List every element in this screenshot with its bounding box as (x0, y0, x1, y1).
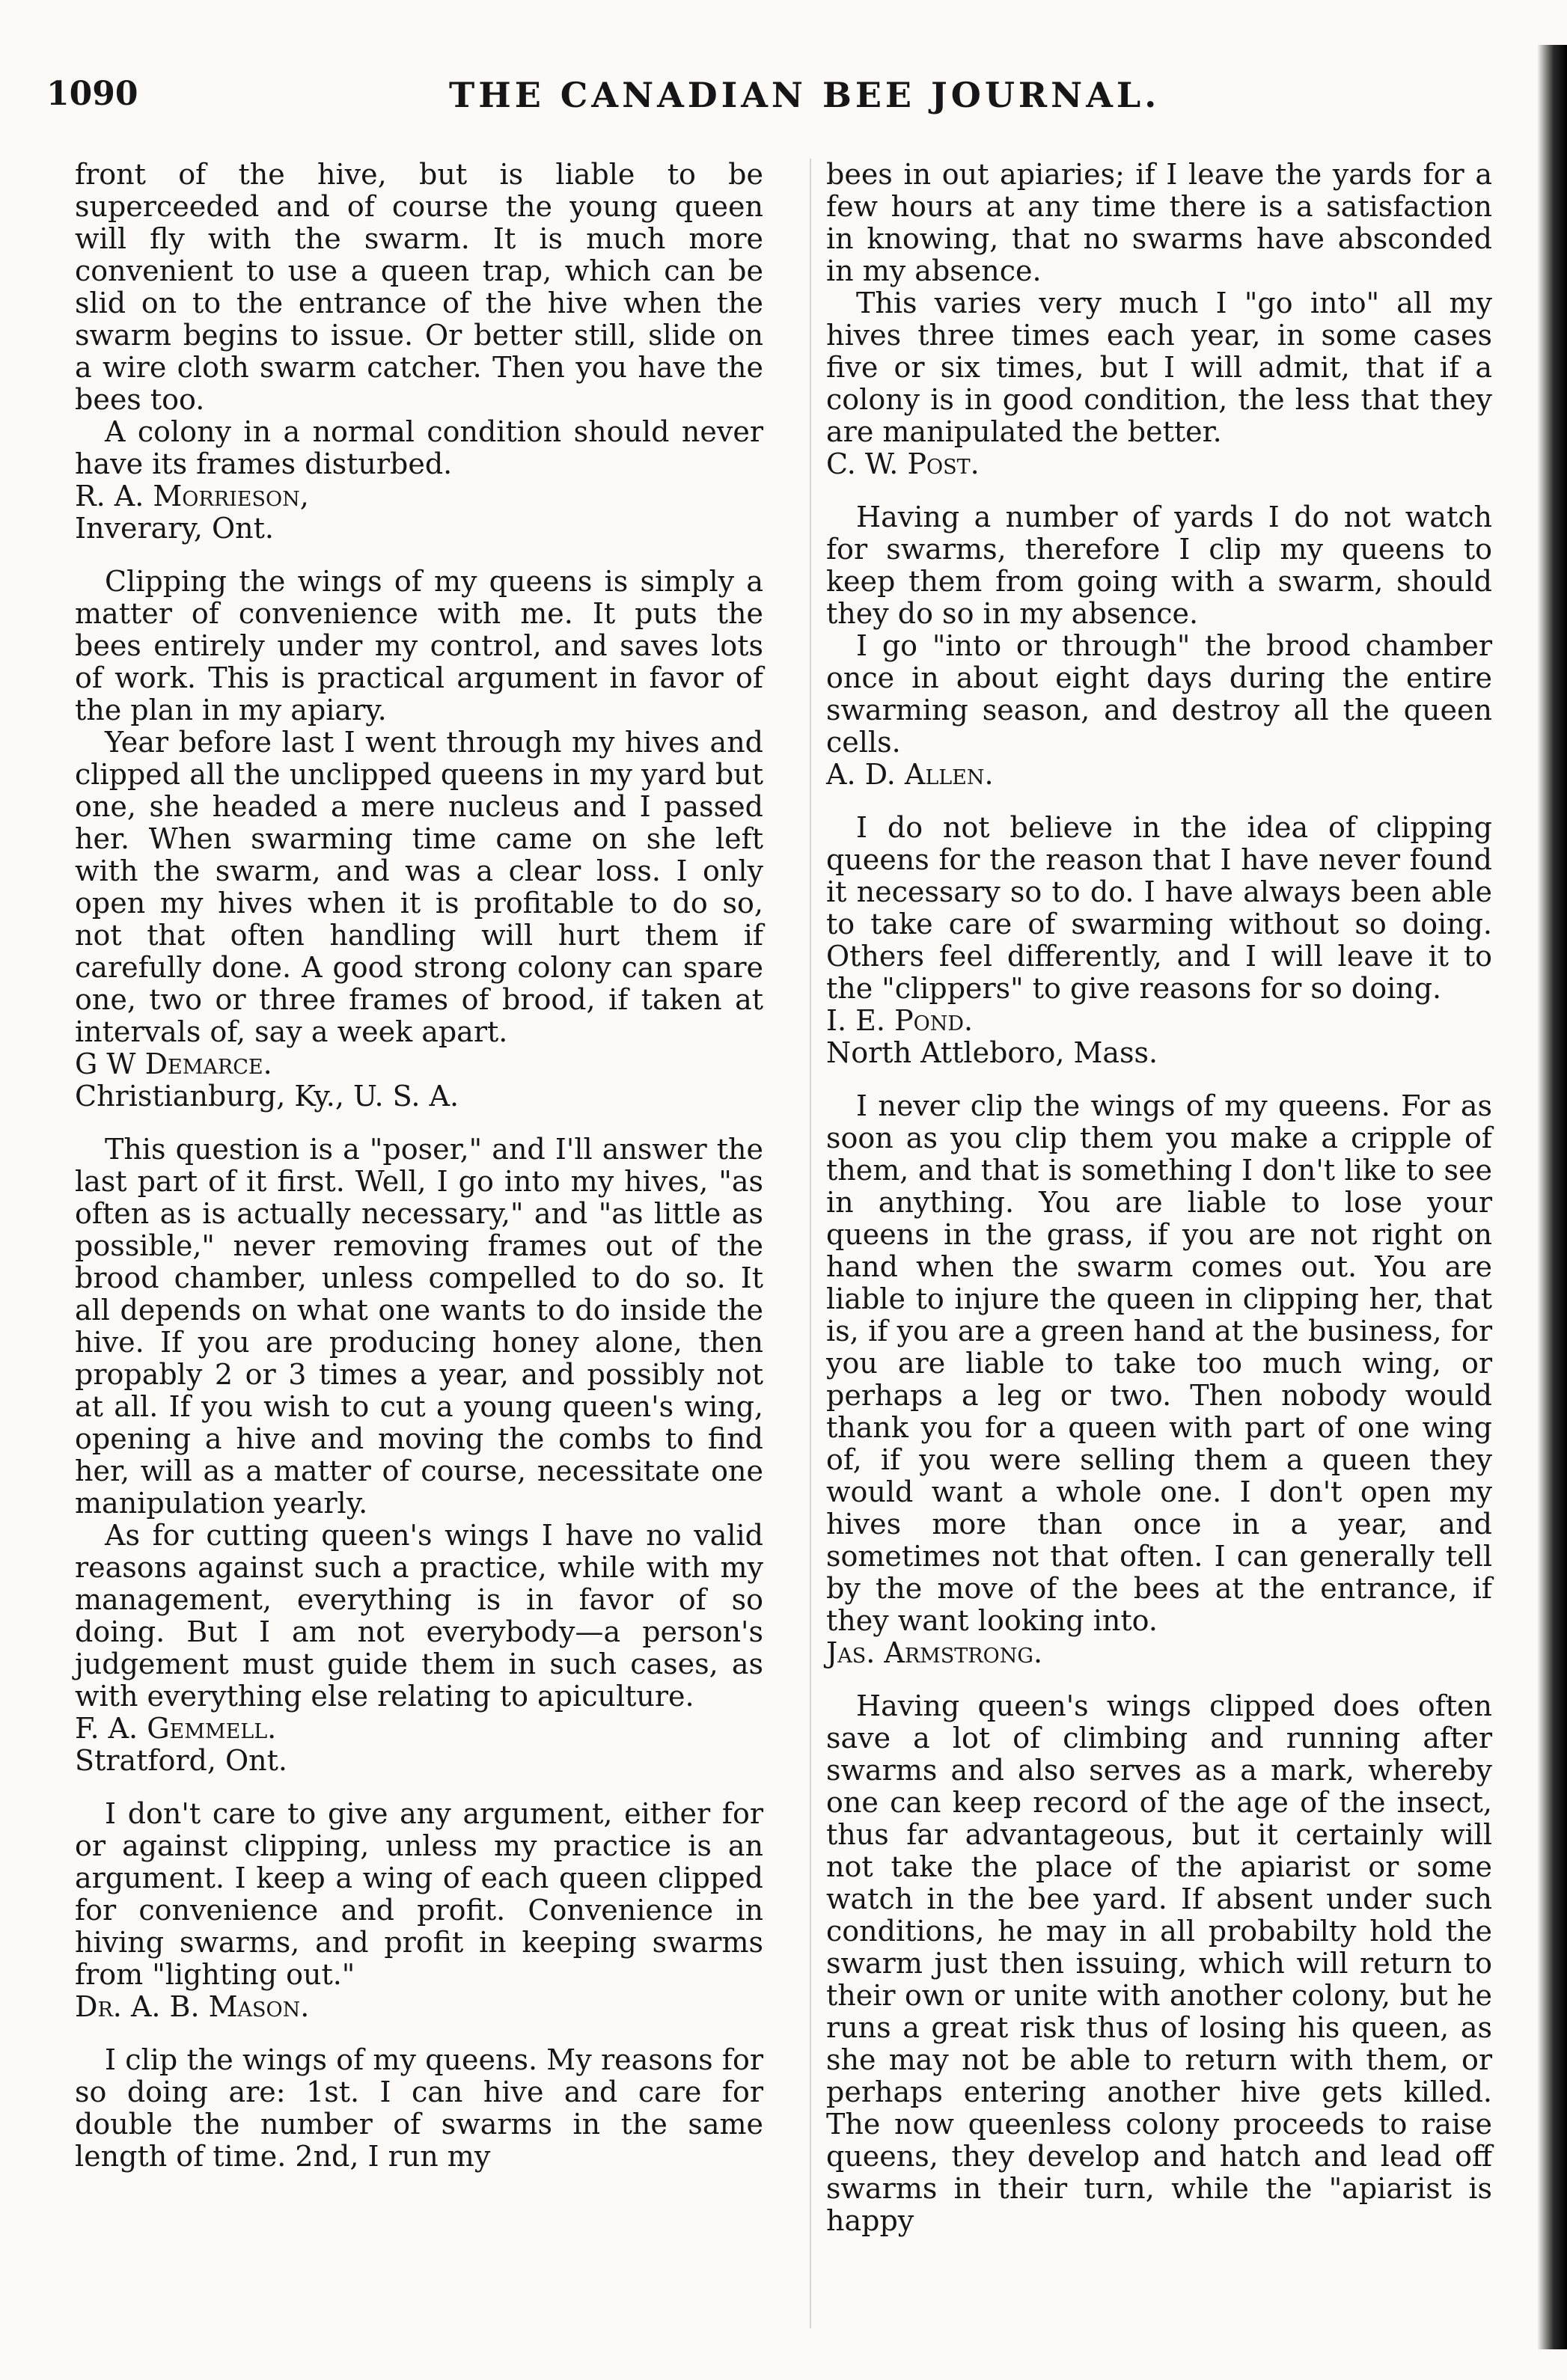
paragraph: Year before last I went through my hives and clipped all the unclipped queens in my yard but one, she headed a mere nucleus and I passed her. When swarming time came on she left with the swarm, and was a clear loss. I only open my hives when it is profitable to do so, not that often handling will hurt them if carefully done. A good strong colony can spare one, two or three frames of brood, if taken at intervals of, say a week apart. (75, 726, 763, 1048)
author-location: Christianburg, Ky., U. S. A. (75, 1080, 459, 1113)
paragraph: Having a number of yards I do not watch for swarms, therefore I clip my queens to keep them from going with a swarm, should they do so in my absence. (826, 501, 1492, 630)
author-location: North Attleboro, Mass. (826, 1036, 1158, 1069)
page-number: 1090 (46, 75, 138, 113)
scan-binding-edge (1537, 45, 1567, 2349)
paragraph: I never clip the wings of my queens. For as soon as you clip them you make a cripple of them, and that is something I don't like to see in anything. You are liable to lose your queens in the grass, if you are not right on hand when the swarm comes out. You are liable to injure the queen in clipping her, that is, if you are a green hand at the business, for you are liable to take too much wing, or perhaps a leg or two. Then nobody would thank you for a queen with part of one wing of, if you were selling them a queen they would want a whole one. I don't open my hives more than once in a year, and sometimes not that often. I can generally tell by the move of the bees at the entrance, if they want looking into. (826, 1089, 1492, 1637)
author-location: Inverary, Ont. (75, 512, 274, 545)
column-divider (810, 159, 811, 2328)
paragraph: A colony in a normal condition should never have its frames disturbed. (75, 415, 763, 480)
author-signature: R. A. Morrieson, (75, 480, 309, 513)
paragraph: I don't care to give any argument, either for or against clipping, unless my practice is an argument. I keep a wing of each queen clipped for convenience and profit. Convenience in hiving swarms, and profit in keeping swarms from "lighting out." (75, 1797, 763, 1991)
paragraph: Having queen's wings clipped does often save a lot of climbing and running after swarms and also serves as a mark, whereby one can keep record of the age of the insect, thus far advantageous, but it certainly will not take the place of the apiarist or some watch in the bee yard. If absent under such conditions, he may in all probabilty hold the swarm just then issuing, which will return to their own or unite with another colony, but he runs a great risk thus of losing his queen, as she may not be able to return with them, or perhaps entering another hive gets killed. The now queenless colony proceeds to raise queens, they develop and hatch and lead off swarms in their turn, while the "apiarist is happy (826, 1689, 1492, 2237)
journal-title: THE CANADIAN BEE JOURNAL. (449, 75, 1161, 115)
author-signature: C. W. Post. (826, 447, 980, 480)
paragraph: As for cutting queen's wings I have no valid reasons against such a practice, while with my management, everything is in favor of so doing. But I am not everybody—a person's judgement must guide them in such cases, as with everything else relating to apiculture. (75, 1519, 763, 1713)
author-signature: Dr. A. B. Mason. (75, 1990, 310, 2023)
right-column (826, 159, 1492, 2237)
paragraph: I clip the wings of my queens. My reasons for so doing are: 1st. I can hive and care for double the number of swarms in the same length of time. 2nd, I run my (75, 2043, 763, 2173)
left-column (75, 159, 763, 2173)
paragraph: Clipping the wings of my queens is simply a matter of convenience with me. It puts the bees entirely under my control, and saves lots of work. This is practical argument in favor of the plan in my apiary. (75, 565, 763, 726)
author-signature: G W Demarce. (75, 1047, 272, 1080)
author-location: Stratford, Ont. (75, 1744, 287, 1777)
paragraph: This varies very much I "go into" all my hives three times each year, in some cases five or six times, but I will admit, that if a colony is in good condition, the less that they are manipulated the better. (826, 287, 1492, 448)
author-signature: A. D. Allen. (826, 758, 994, 791)
paragraph: This question is a "poser," and I'll answer the last part of it first. Well, I go into my hives, "as often as is actually necessary," and "as little as possible," never removing frames out of the brood chamber, unless compelled to do so. It all depends on what one wants to do inside the hive. If you are producing honey alone, then propably 2 or 3 times a year, and possibly not at all. If you wish to cut a young queen's wing, opening a hive and moving the combs to find her, will as a matter of course, necessitate one manipulation yearly. (75, 1133, 763, 1520)
paragraph: bees in out apiaries; if I leave the yards for a few hours at any time there is a satisfaction in knowing, that no swarms have absconded in my absence. (826, 158, 1492, 287)
author-signature: I. E. Pond. (826, 1004, 974, 1037)
paragraph: front of the hive, but is liable to be superceeded and of course the young queen will fly with the swarm. It is much more convenient to use a queen trap, which can be slid on to the entrance of the hive when the swarm begins to issue. Or better still, slide on a wire cloth swarm catcher. Then you have the bees too. (75, 158, 763, 416)
paragraph: I go "into or through" the brood chamber once in about eight days during the entire swarming season, and destroy all the queen cells. (826, 629, 1492, 759)
paragraph: I do not believe in the idea of clipping queens for the reason that I have never found it necessary so to do. I have always been able to take care of swarming without so doing. Others feel differently, and I will leave it to the "clippers" to give reasons for so doing. (826, 811, 1492, 1005)
author-signature: F. A. Gemmell. (75, 1712, 277, 1745)
author-signature: Jas. Armstrong. (826, 1636, 1043, 1669)
